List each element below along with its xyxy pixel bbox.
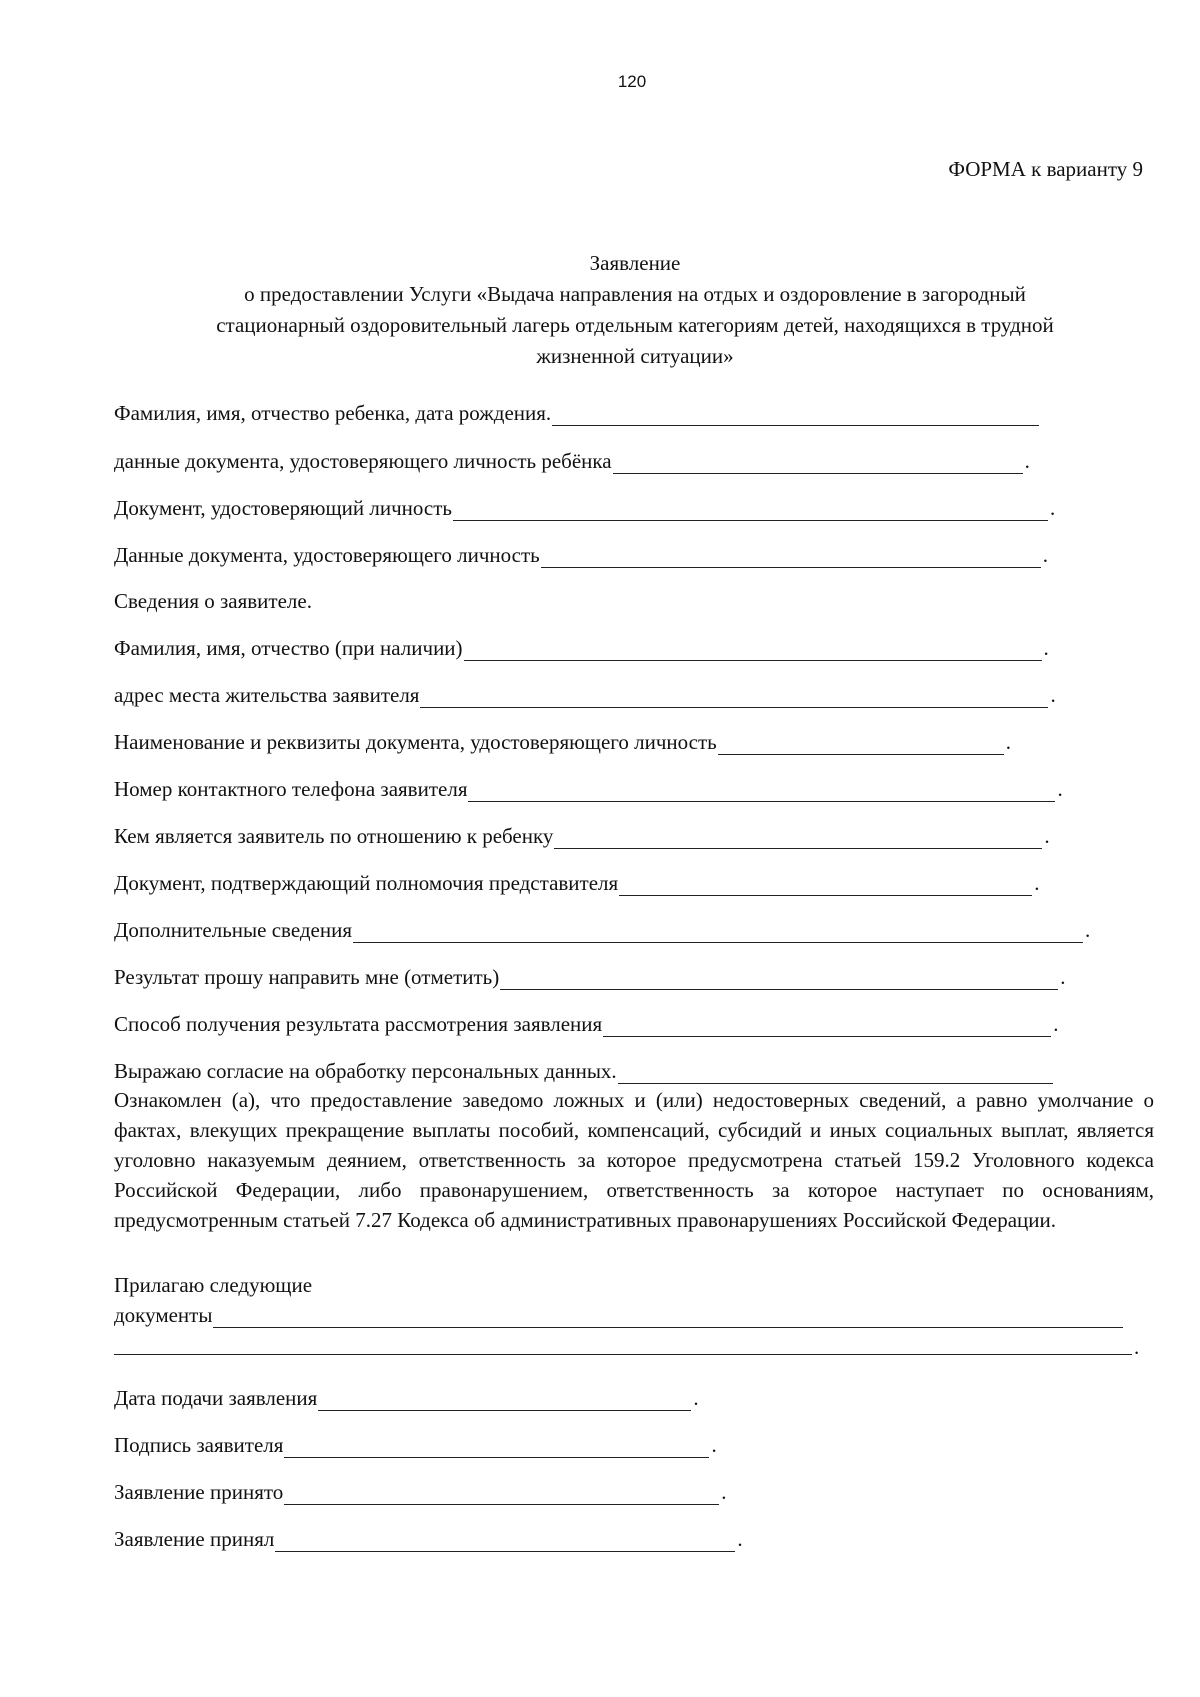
authority-doc-label: Документ, подтверждающий полномочия представителя — [114, 871, 619, 895]
document-title — [120, 248, 1150, 372]
relation-period: . — [1044, 824, 1050, 848]
phone-blank[interactable] — [468, 782, 1055, 802]
child-doc-period: . — [1024, 449, 1030, 473]
id-doc-blank[interactable] — [453, 501, 1048, 521]
phone-period: . — [1057, 777, 1063, 801]
address-blank[interactable] — [420, 688, 1048, 708]
additional-period: . — [1085, 918, 1091, 942]
result-method-field — [114, 1011, 1058, 1037]
address-field — [114, 682, 1056, 708]
additional-label: Дополнительные сведения — [114, 918, 353, 942]
id-doc-label: Документ, удостоверяющий личность — [114, 496, 452, 520]
date-label: Дата подачи заявления — [114, 1386, 318, 1410]
result-method-blank[interactable] — [603, 1017, 1051, 1037]
id-doc-data-period: . — [1042, 543, 1048, 567]
result-send-period: . — [1060, 965, 1066, 989]
form-label: ФОРМА к варианту 9 — [948, 157, 1143, 181]
date-blank[interactable] — [318, 1391, 691, 1411]
accepted-by-label: Заявление принял — [114, 1527, 275, 1551]
doc-requisites-label: Наименование и реквизиты документа, удостоверяющего личность — [114, 730, 717, 754]
signature-field — [114, 1432, 717, 1458]
relation-label: Кем является заявитель по отношению к ребенку — [114, 824, 554, 848]
authority-doc-blank[interactable] — [619, 876, 1032, 896]
doc-requisites-blank[interactable] — [718, 735, 1004, 755]
consent-field — [114, 1058, 1053, 1084]
id-doc-data-field — [114, 542, 1048, 568]
signature-period: . — [711, 1433, 717, 1457]
id-doc-data-blank[interactable] — [541, 548, 1041, 568]
applicant-name-field — [114, 635, 1049, 661]
attach-documents-blank-2[interactable] — [114, 1353, 1132, 1355]
accepted-on-label: Заявление принято — [114, 1480, 284, 1504]
consent-blank[interactable] — [618, 1064, 1053, 1084]
date-field — [114, 1385, 699, 1411]
page-number: 120 — [617, 72, 647, 91]
address-period: . — [1050, 683, 1056, 707]
applicant-name-blank[interactable] — [464, 641, 1042, 661]
attach-label-line-2: документы — [114, 1303, 213, 1327]
child-doc-field — [114, 448, 1030, 474]
title-line-1: Заявление — [589, 251, 681, 275]
authority-doc-field — [114, 870, 1039, 896]
attach-documents-blank[interactable] — [213, 1308, 1123, 1328]
child-name-field — [114, 400, 1039, 426]
address-label: адрес места жительства заявителя — [114, 683, 420, 707]
authority-doc-period: . — [1034, 871, 1040, 895]
accepted-by-field — [114, 1526, 743, 1552]
result-send-field — [114, 964, 1065, 990]
doc-requisites-period: . — [1005, 730, 1011, 754]
attach-label-line-1: Прилагаю следующие — [114, 1273, 313, 1297]
signature-label: Подпись заявителя — [114, 1433, 284, 1457]
additional-blank[interactable] — [353, 923, 1083, 943]
relation-blank[interactable] — [554, 829, 1042, 849]
result-send-blank[interactable] — [500, 970, 1058, 990]
additional-field — [114, 917, 1090, 943]
result-send-label: Результат прошу направить мне (отметить) — [114, 965, 500, 989]
child-name-blank[interactable] — [552, 406, 1039, 426]
accepted-on-field — [114, 1479, 727, 1505]
relation-field — [114, 823, 1050, 849]
doc-requisites-field — [114, 729, 1011, 755]
applicant-name-period: . — [1043, 636, 1049, 660]
applicant-name-label: Фамилия, имя, отчество (при наличии) — [114, 636, 463, 660]
result-method-period: . — [1053, 1012, 1059, 1036]
id-doc-data-label: Данные документа, удостоверяющего личность — [114, 543, 540, 567]
child-name-label: Фамилия, имя, отчество ребенка, дата рождения. — [114, 401, 552, 425]
phone-field — [114, 776, 1063, 802]
date-period: . — [693, 1386, 699, 1410]
id-doc-field — [114, 495, 1055, 521]
accepted-on-blank[interactable] — [284, 1485, 719, 1505]
signature-blank[interactable] — [284, 1438, 709, 1458]
result-method-label: Способ получения результата рассмотрения заявления — [114, 1012, 603, 1036]
id-doc-period: . — [1049, 496, 1056, 520]
attach-period: . — [1134, 1335, 1140, 1359]
accepted-on-period: . — [721, 1480, 727, 1504]
title-line-3: стационарный оздоровительный лагерь отдельным категориям детей, находящихся в трудной — [216, 313, 1054, 337]
title-line-4: жизненной ситуации» — [536, 344, 734, 368]
accepted-by-blank[interactable] — [275, 1532, 735, 1552]
attach-documents-field — [114, 1302, 1123, 1328]
phone-label: Номер контактного телефона заявителя — [114, 777, 468, 801]
child-doc-label: данные документа, удостоверяющего личность ребёнка — [114, 449, 612, 473]
consent-label: Выражаю согласие на обработку персональных данных. — [114, 1059, 617, 1083]
title-line-2: о предоставлении Услуги «Выдача направления на отдых и оздоровление в загородный — [244, 282, 1026, 306]
applicant-info-heading: Сведения о заявителе. — [114, 589, 312, 613]
accepted-by-period: . — [737, 1527, 743, 1551]
liability-notice: Ознакомлен (а), что предоставление заведомо ложных и (или) недостоверных сведений, а равно умолчание о фактах, влекущих прекращение выплаты пособий, компенсаций, субсидий и иных социальных выплат, является уголовно наказуемым деянием, ответственность за которое предусмотрена статьей 159.2 Уголовного кодекса Российской Федерации, либо правонарушением, ответственность за которое наступает по основаниям, предусмотренным статьей 7.27 Кодекса об административных правонарушениях Российской Федерации. — [114, 1088, 1154, 1232]
child-doc-blank[interactable] — [613, 454, 1023, 474]
